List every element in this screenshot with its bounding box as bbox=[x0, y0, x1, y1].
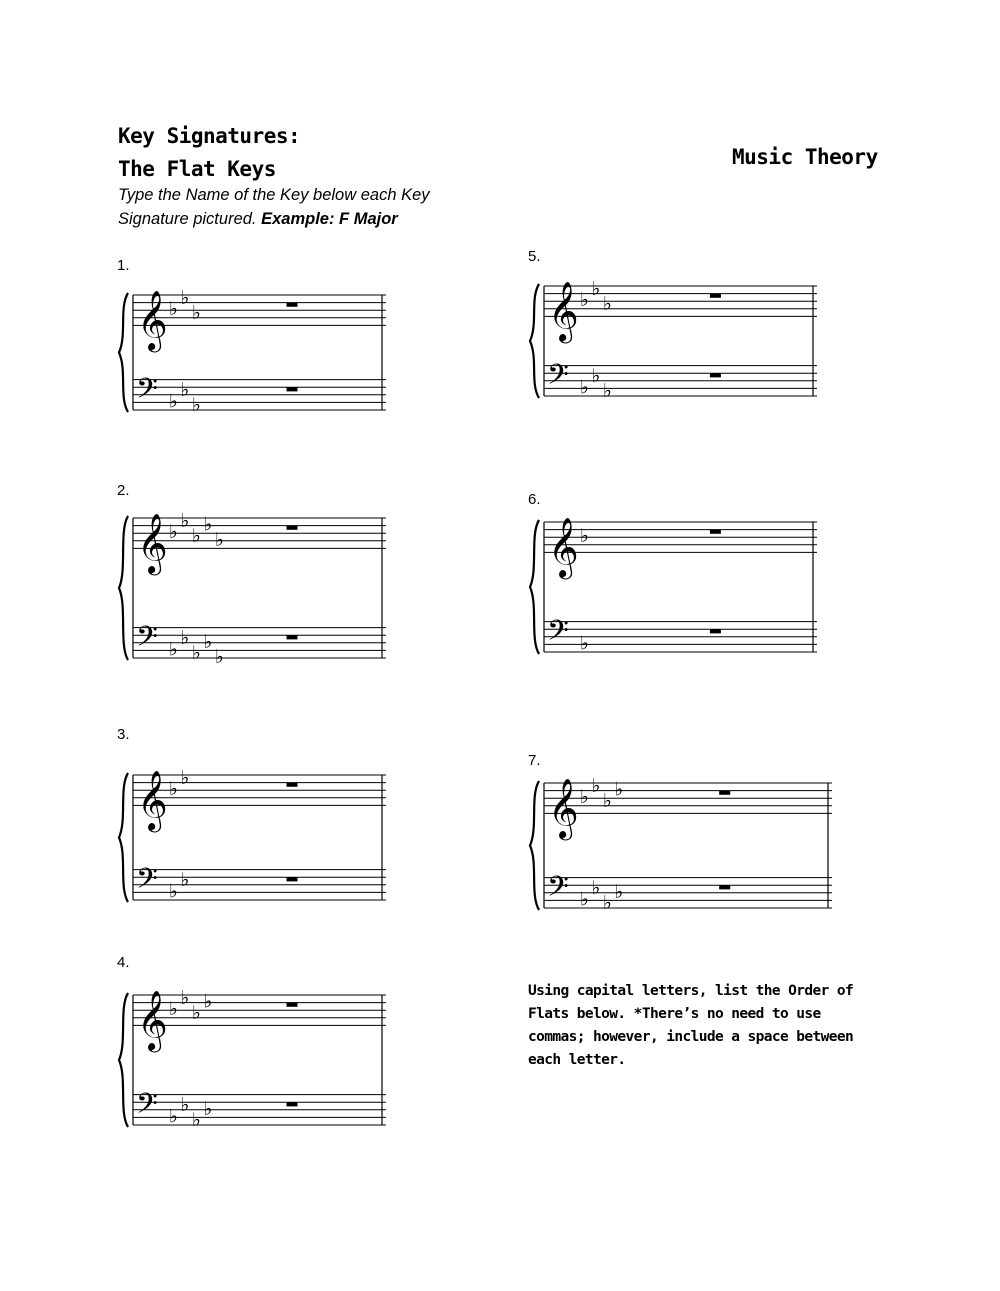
brace bbox=[119, 773, 128, 902]
flat-sign-icon: ♭ bbox=[614, 778, 624, 801]
flat-sign-icon: ♭ bbox=[580, 888, 589, 911]
treble-clef-icon: 𝄞 bbox=[137, 290, 168, 351]
flat-sign-icon: ♭ bbox=[169, 778, 178, 801]
flat-sign-icon: ♭ bbox=[591, 365, 601, 387]
bass-clef-icon: 𝄢 bbox=[547, 614, 569, 655]
exercise-number: 3. bbox=[117, 726, 130, 743]
instruction-text: Type the Name of the Key below each Key Signature pictured. bbox=[118, 186, 430, 228]
whole-rest-icon bbox=[710, 530, 721, 534]
flat-sign-icon: ♭ bbox=[603, 380, 612, 403]
flat-sign-icon: ♭ bbox=[180, 986, 190, 1009]
exercise-number: 5. bbox=[528, 248, 541, 265]
bass-clef-icon: 𝄢 bbox=[136, 372, 158, 413]
flat-sign-icon: ♭ bbox=[180, 286, 190, 309]
grand-staff-2 bbox=[116, 508, 391, 668]
treble-clef-icon: 𝄞 bbox=[548, 281, 579, 342]
bass-clef-icon: 𝄢 bbox=[547, 358, 569, 399]
whole-rest-icon bbox=[287, 526, 298, 530]
exercise-number: 6. bbox=[528, 491, 541, 508]
whole-rest-icon bbox=[710, 629, 721, 633]
order-of-flats-prompt: Using capital letters, list the Order of Flats below. *There’s no need to use commas; however, include a space between each letter. bbox=[528, 983, 854, 1068]
flat-sign-icon: ♭ bbox=[603, 790, 612, 812]
flat-sign-icon: ♭ bbox=[169, 298, 178, 321]
exercise-number: 4. bbox=[117, 954, 130, 971]
whole-rest-icon bbox=[287, 783, 298, 787]
flat-sign-icon: ♭ bbox=[591, 277, 601, 300]
bass-clef-icon: 𝄢 bbox=[136, 862, 158, 903]
flat-sign-icon: ♭ bbox=[203, 513, 213, 536]
worksheet-title bbox=[118, 120, 300, 186]
brace bbox=[530, 781, 539, 910]
whole-rest-icon bbox=[287, 1102, 298, 1106]
flat-sign-icon: ♭ bbox=[614, 880, 624, 903]
flat-sign-icon: ♭ bbox=[192, 1002, 201, 1024]
whole-rest-icon bbox=[287, 877, 298, 881]
whole-rest-icon bbox=[710, 294, 721, 298]
exercise-number: 1. bbox=[117, 257, 130, 274]
flat-sign-icon: ♭ bbox=[169, 390, 178, 413]
whole-rest-icon bbox=[719, 885, 730, 889]
treble-clef-icon: 𝄞 bbox=[137, 513, 168, 574]
whole-rest-icon bbox=[287, 387, 298, 391]
whole-rest-icon bbox=[287, 303, 298, 307]
exercise-number: 2. bbox=[117, 482, 130, 499]
flat-sign-icon: ♭ bbox=[192, 642, 201, 665]
flat-sign-icon: ♭ bbox=[169, 880, 178, 903]
whole-rest-icon bbox=[287, 1003, 298, 1007]
flat-sign-icon: ♭ bbox=[169, 638, 178, 661]
flat-sign-icon: ♭ bbox=[180, 869, 190, 891]
flat-sign-icon: ♭ bbox=[192, 1109, 201, 1132]
flat-sign-icon: ♭ bbox=[180, 766, 190, 789]
flat-sign-icon: ♭ bbox=[215, 528, 224, 551]
grand-staff-1 bbox=[116, 285, 391, 420]
flat-sign-icon: ♭ bbox=[580, 632, 589, 655]
exercise-number: 7. bbox=[528, 752, 541, 769]
instructions bbox=[118, 183, 478, 231]
grand-staff-7 bbox=[527, 773, 837, 918]
subject-label: Music Theory bbox=[732, 145, 878, 169]
whole-rest-icon bbox=[710, 373, 721, 377]
instruction-example: Example: F Major bbox=[261, 210, 398, 228]
grand-staff-3 bbox=[116, 765, 391, 910]
title-line-2: The Flat Keys bbox=[118, 157, 276, 181]
whole-rest-icon bbox=[287, 635, 298, 639]
bass-clef-icon: 𝄢 bbox=[136, 1087, 158, 1128]
treble-clef-icon: 𝄞 bbox=[548, 778, 579, 839]
flat-sign-icon: ♭ bbox=[203, 630, 213, 653]
flat-sign-icon: ♭ bbox=[203, 1097, 213, 1120]
flat-sign-icon: ♭ bbox=[603, 293, 612, 315]
flat-sign-icon: ♭ bbox=[192, 525, 201, 547]
brace bbox=[119, 293, 128, 412]
treble-clef-icon: 𝄞 bbox=[137, 990, 168, 1051]
flat-sign-icon: ♭ bbox=[591, 774, 601, 797]
flat-sign-icon: ♭ bbox=[180, 379, 190, 401]
flat-sign-icon: ♭ bbox=[580, 525, 589, 548]
grand-staff-4 bbox=[116, 985, 391, 1135]
flat-sign-icon: ♭ bbox=[192, 302, 201, 324]
flat-sign-icon: ♭ bbox=[192, 394, 201, 417]
flat-sign-icon: ♭ bbox=[180, 509, 190, 532]
brace bbox=[119, 993, 128, 1127]
brace bbox=[119, 516, 128, 660]
treble-clef-icon: 𝄞 bbox=[548, 517, 579, 578]
flat-sign-icon: ♭ bbox=[169, 521, 178, 544]
flat-sign-icon: ♭ bbox=[203, 990, 213, 1013]
grand-staff-6 bbox=[527, 512, 822, 662]
flat-sign-icon: ♭ bbox=[180, 1094, 190, 1116]
flat-sign-icon: ♭ bbox=[580, 289, 589, 312]
bass-clef-icon: 𝄢 bbox=[136, 620, 158, 661]
flat-sign-icon: ♭ bbox=[169, 1105, 178, 1128]
flat-sign-icon: ♭ bbox=[215, 646, 224, 668]
flat-sign-icon: ♭ bbox=[180, 627, 190, 649]
whole-rest-icon bbox=[719, 791, 730, 795]
grand-staff-5 bbox=[527, 276, 822, 406]
treble-clef-icon: 𝄞 bbox=[137, 770, 168, 831]
bass-clef-icon: 𝄢 bbox=[547, 870, 569, 911]
flat-sign-icon: ♭ bbox=[591, 877, 601, 899]
brace bbox=[530, 284, 539, 398]
flat-sign-icon: ♭ bbox=[603, 892, 612, 915]
flat-sign-icon: ♭ bbox=[169, 998, 178, 1021]
brace bbox=[530, 520, 539, 654]
title-line-1: Key Signatures: bbox=[118, 124, 301, 148]
flat-sign-icon: ♭ bbox=[580, 786, 589, 809]
flat-sign-icon: ♭ bbox=[580, 376, 589, 399]
